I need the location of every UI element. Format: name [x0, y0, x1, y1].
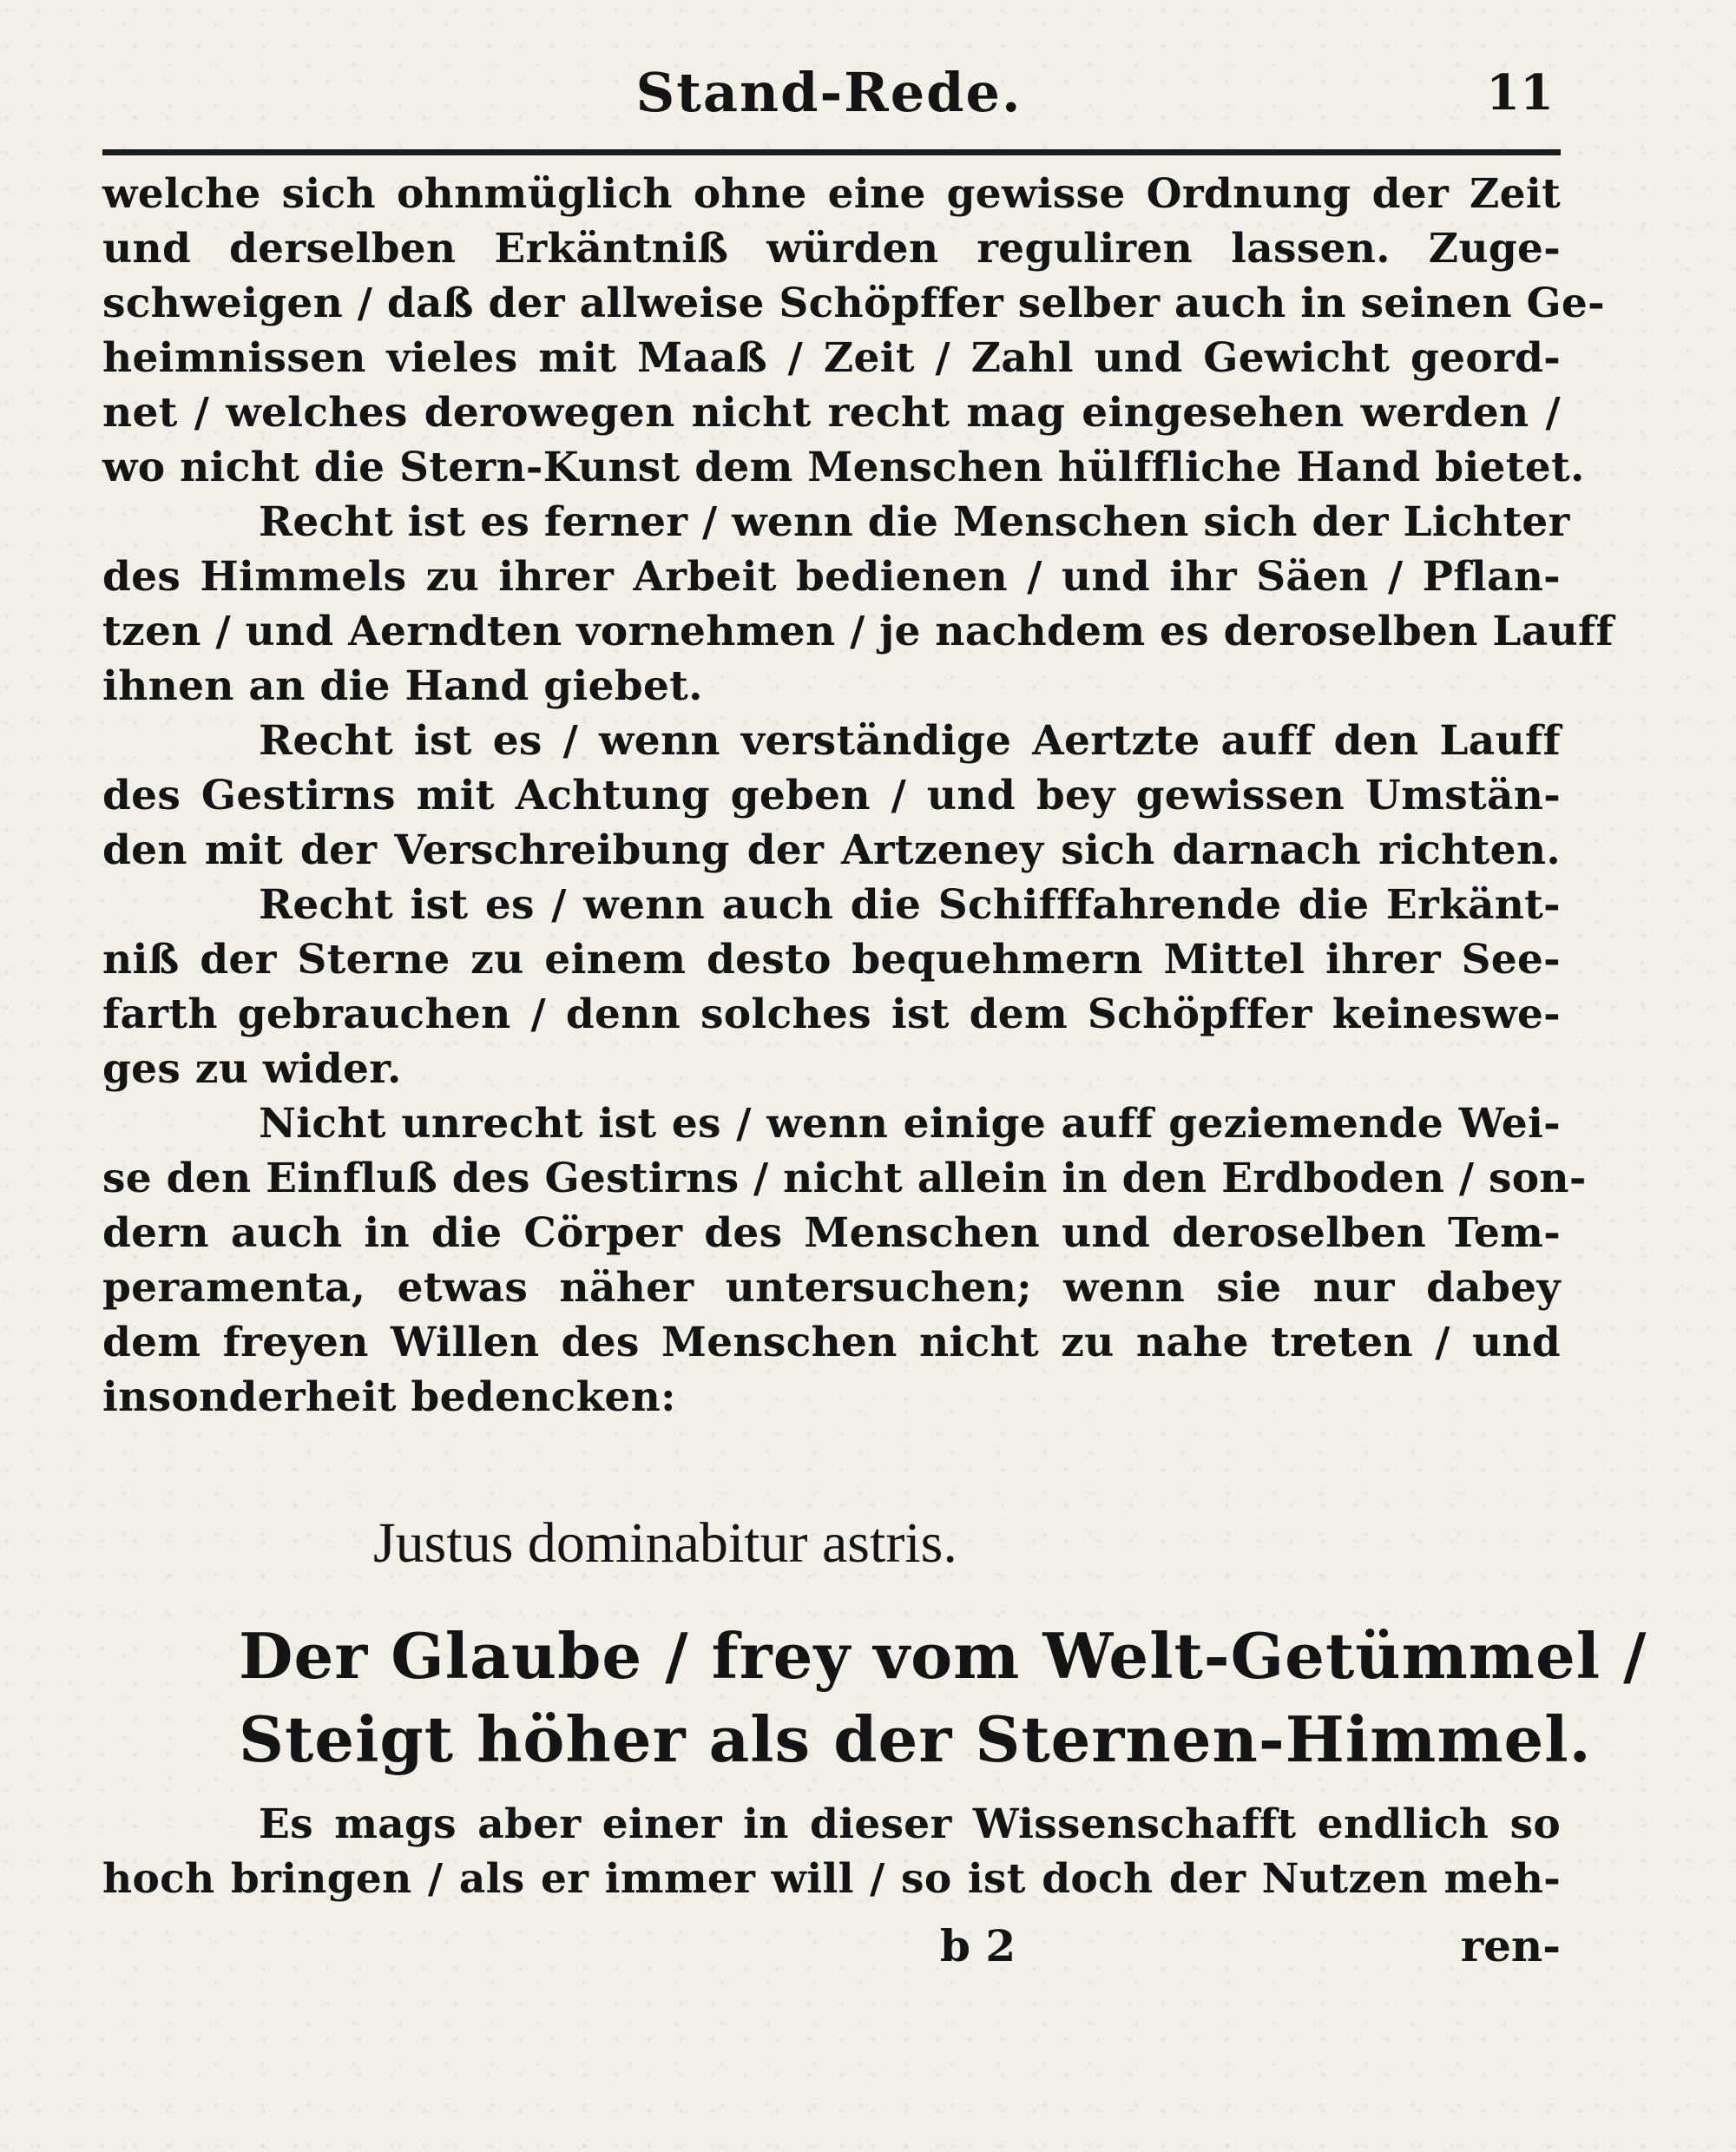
text-line: tzen / und Aerndten vornehmen / je nachdem es deroselben Lauff	[102, 608, 1614, 655]
text-line: wo nicht die Stern-Kunst dem Menschen hülffliche Hand bietet.	[102, 444, 1585, 491]
running-head	[104, 61, 1554, 139]
verse-couplet	[239, 1615, 1647, 1781]
text-line: den mit der Verschreibung der Artzeney sich darnach richten.	[102, 826, 1561, 874]
text-line: se den Einfluß des Gestirns / nicht allein in den Erdboden / son-	[102, 1155, 1587, 1202]
text-line: ges zu wider.	[102, 1045, 402, 1093]
text-line: und derselben Erkäntniß würden reguliren lassen. Zuge-	[102, 225, 1561, 273]
verse-line-2: Steigt höher als der Sternen-Himmel.	[239, 1702, 1592, 1776]
body-text	[102, 167, 1614, 1425]
text-line: welche sich ohnmüglich ohne eine gewisse Ordnung der Zeit	[102, 170, 1561, 218]
closing-paragraph	[102, 1797, 1561, 1906]
text-line: des Himmels zu ihrer Arbeit bedienen / und ihr Säen / Pflan-	[102, 553, 1561, 601]
page-number: 11	[1486, 64, 1554, 122]
text-line: Recht ist es / wenn auch die Schifffahrende die Erkänt-	[259, 881, 1561, 929]
text-line: des Gestirns mit Achtung geben / und bey gewissen Umstän-	[102, 772, 1561, 819]
text-line: heimnissen vieles mit Maaß / Zeit / Zahl und Gewicht geord-	[102, 334, 1561, 382]
verse-line-1: Der Glaube / frey vom Welt-Getümmel /	[239, 1619, 1647, 1693]
catchword: ren-	[1460, 1920, 1561, 1971]
signature-mark: b 2	[940, 1920, 1016, 1971]
header-rule	[102, 149, 1561, 155]
text-line: peramenta, etwas näher untersuchen; wenn sie nur dabey	[102, 1264, 1561, 1312]
latin-motto: Justus dominabitur astris.	[373, 1511, 957, 1575]
text-line: dern auch in die Cörper des Menschen und deroselben Tem-	[102, 1209, 1561, 1257]
running-title: Stand-Rede.	[635, 61, 1023, 124]
text-line: schweigen / daß der allweise Schöpffer selber auch in seinen Ge-	[102, 280, 1605, 327]
text-line: Recht ist es ferner / wenn die Menschen sich der Lichter	[259, 498, 1570, 546]
text-line: Es mags aber einer in dieser Wissenschafft endlich so	[259, 1800, 1561, 1848]
text-line: niß der Sterne zu einem desto bequehmern Mittel ihrer See-	[102, 936, 1561, 984]
text-line: Recht ist es / wenn verständige Aertzte auff den Lauff	[259, 717, 1561, 765]
text-line: Nicht unrecht ist es / wenn einige auff geziemende Wei-	[259, 1100, 1561, 1148]
text-line: dem freyen Willen des Menschen nicht zu nahe treten / und	[102, 1319, 1561, 1366]
text-line: net / welches derowegen nicht recht mag eingesehen werden /	[102, 389, 1561, 437]
text-line: farth gebrauchen / denn solches ist dem Schöpffer keineswe-	[102, 990, 1561, 1038]
text-line: ihnen an die Hand giebet.	[102, 662, 703, 710]
text-line: insonderheit bedencken:	[102, 1373, 676, 1421]
text-line: hoch bringen / als er immer will / so ist doch der Nutzen meh-	[102, 1855, 1561, 1903]
page-footer	[102, 1920, 1561, 1972]
